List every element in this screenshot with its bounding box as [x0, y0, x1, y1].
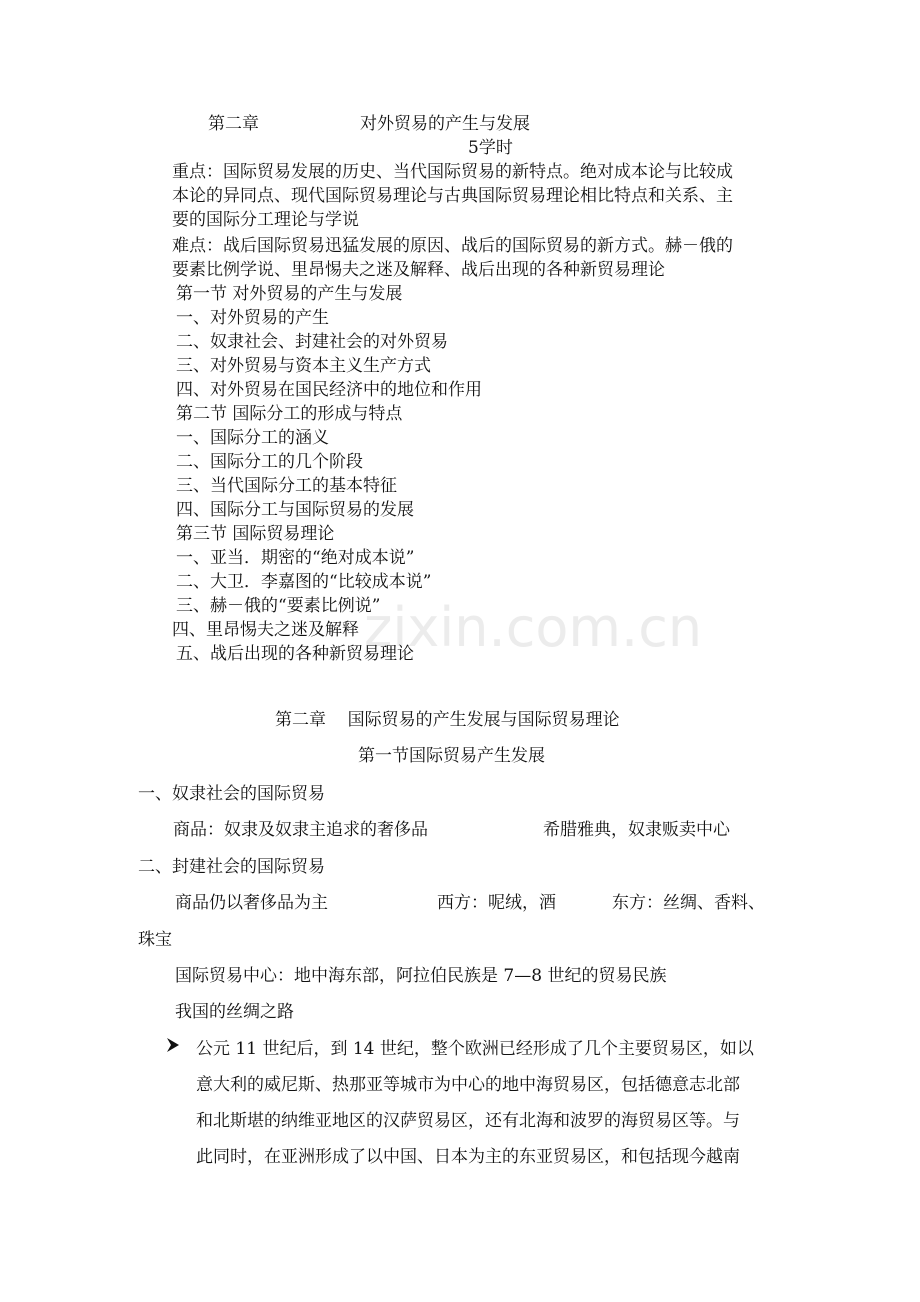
bullet-line: 公元 11 世纪后，到 14 世纪，整个欧洲已经形成了几个主要贸易区，如以	[196, 1039, 754, 1059]
s2-title: 二、封建社会的国际贸易	[138, 857, 325, 877]
s1-center: 希腊雅典，奴隶贩卖中心	[543, 820, 730, 840]
key-points-line: 本论的异同点、现代国际贸易理论与古典国际贸易理论相比特点和关系、主	[172, 186, 733, 206]
outline-item: 三、对外贸易与资本主义生产方式	[176, 356, 431, 376]
chapter-heading: 第二章 国际贸易的产生发展与国际贸易理论	[275, 710, 620, 730]
difficulties-line: 难点：战后国际贸易迅猛发展的原因、战后的国际贸易的新方式。赫－俄的	[172, 236, 733, 256]
outline-item: 第二节 国际分工的形成与特点	[176, 404, 403, 424]
key-points-line: 重点：国际贸易发展的历史、当代国际贸易的新特点。绝对成本论与比较成	[172, 162, 733, 182]
outline-item: 第三节 国际贸易理论	[176, 524, 335, 544]
outline-item: 一、亚当．期密的“绝对成本说”	[176, 548, 415, 568]
s2-goods: 商品仍以奢侈品为主	[175, 893, 328, 913]
outline-item: 一、对外贸易的产生	[176, 308, 329, 328]
s1-goods: 商品：奴隶及奴隶主追求的奢侈品	[173, 820, 428, 840]
outline-item: 一、国际分工的涵义	[176, 428, 329, 448]
outline-item: 四、国际分工与国际贸易的发展	[176, 500, 414, 520]
key-points-line: 要的国际分工理论与学说	[172, 210, 359, 230]
s2-center: 国际贸易中心：地中海东部，阿拉伯民族是 7—8 世纪的贸易民族	[175, 966, 667, 986]
bullet-line: 意大利的威尼斯、热那亚等城市为中心的地中海贸易区，包括德意志北部	[196, 1075, 740, 1095]
bullet-line: 此同时，在亚洲形成了以中国、日本为主的东亚贸易区，和包括现今越南	[196, 1147, 740, 1167]
outline-item: 第一节 对外贸易的产生与发展	[176, 284, 403, 304]
syllabus-hours: 5学时	[468, 138, 513, 158]
s2-east-cont: 珠宝	[138, 930, 172, 950]
section-heading: 第一节国际贸易产生发展	[358, 746, 545, 766]
difficulties-line: 要素比例学说、里昂惕夫之迷及解释、战后出现的各种新贸易理论	[172, 260, 665, 280]
outline-item: 二、国际分工的几个阶段	[176, 452, 363, 472]
arrow-bullet-icon	[166, 1037, 180, 1053]
outline-item: 二、大卫．李嘉图的“比较成本说”	[176, 572, 432, 592]
bullet-line: 和北斯堪的纳维亚地区的汉萨贸易区，还有北海和波罗的海贸易区等。与	[196, 1111, 740, 1131]
outline-item: 四、里昂惕夫之迷及解释	[172, 620, 359, 640]
syllabus-chapter-label: 第二章	[208, 114, 259, 134]
s2-silk: 我国的丝绸之路	[175, 1002, 294, 1022]
watermark: zixin.com.cn	[364, 596, 703, 659]
outline-item: 四、对外贸易在国民经济中的地位和作用	[176, 380, 482, 400]
outline-item: 三、赫－俄的“要素比例说”	[176, 596, 381, 616]
s2-east: 东方：丝绸、香料、	[612, 893, 765, 913]
outline-item: 五、战后出现的各种新贸易理论	[176, 644, 414, 664]
s1-title: 一、奴隶社会的国际贸易	[138, 784, 325, 804]
syllabus-chapter-title: 对外贸易的产生与发展	[360, 114, 530, 134]
outline-item: 二、奴隶社会、封建社会的对外贸易	[176, 332, 448, 352]
s2-west: 西方：呢绒，酒	[437, 893, 556, 913]
outline-item: 三、当代国际分工的基本特征	[176, 476, 397, 496]
